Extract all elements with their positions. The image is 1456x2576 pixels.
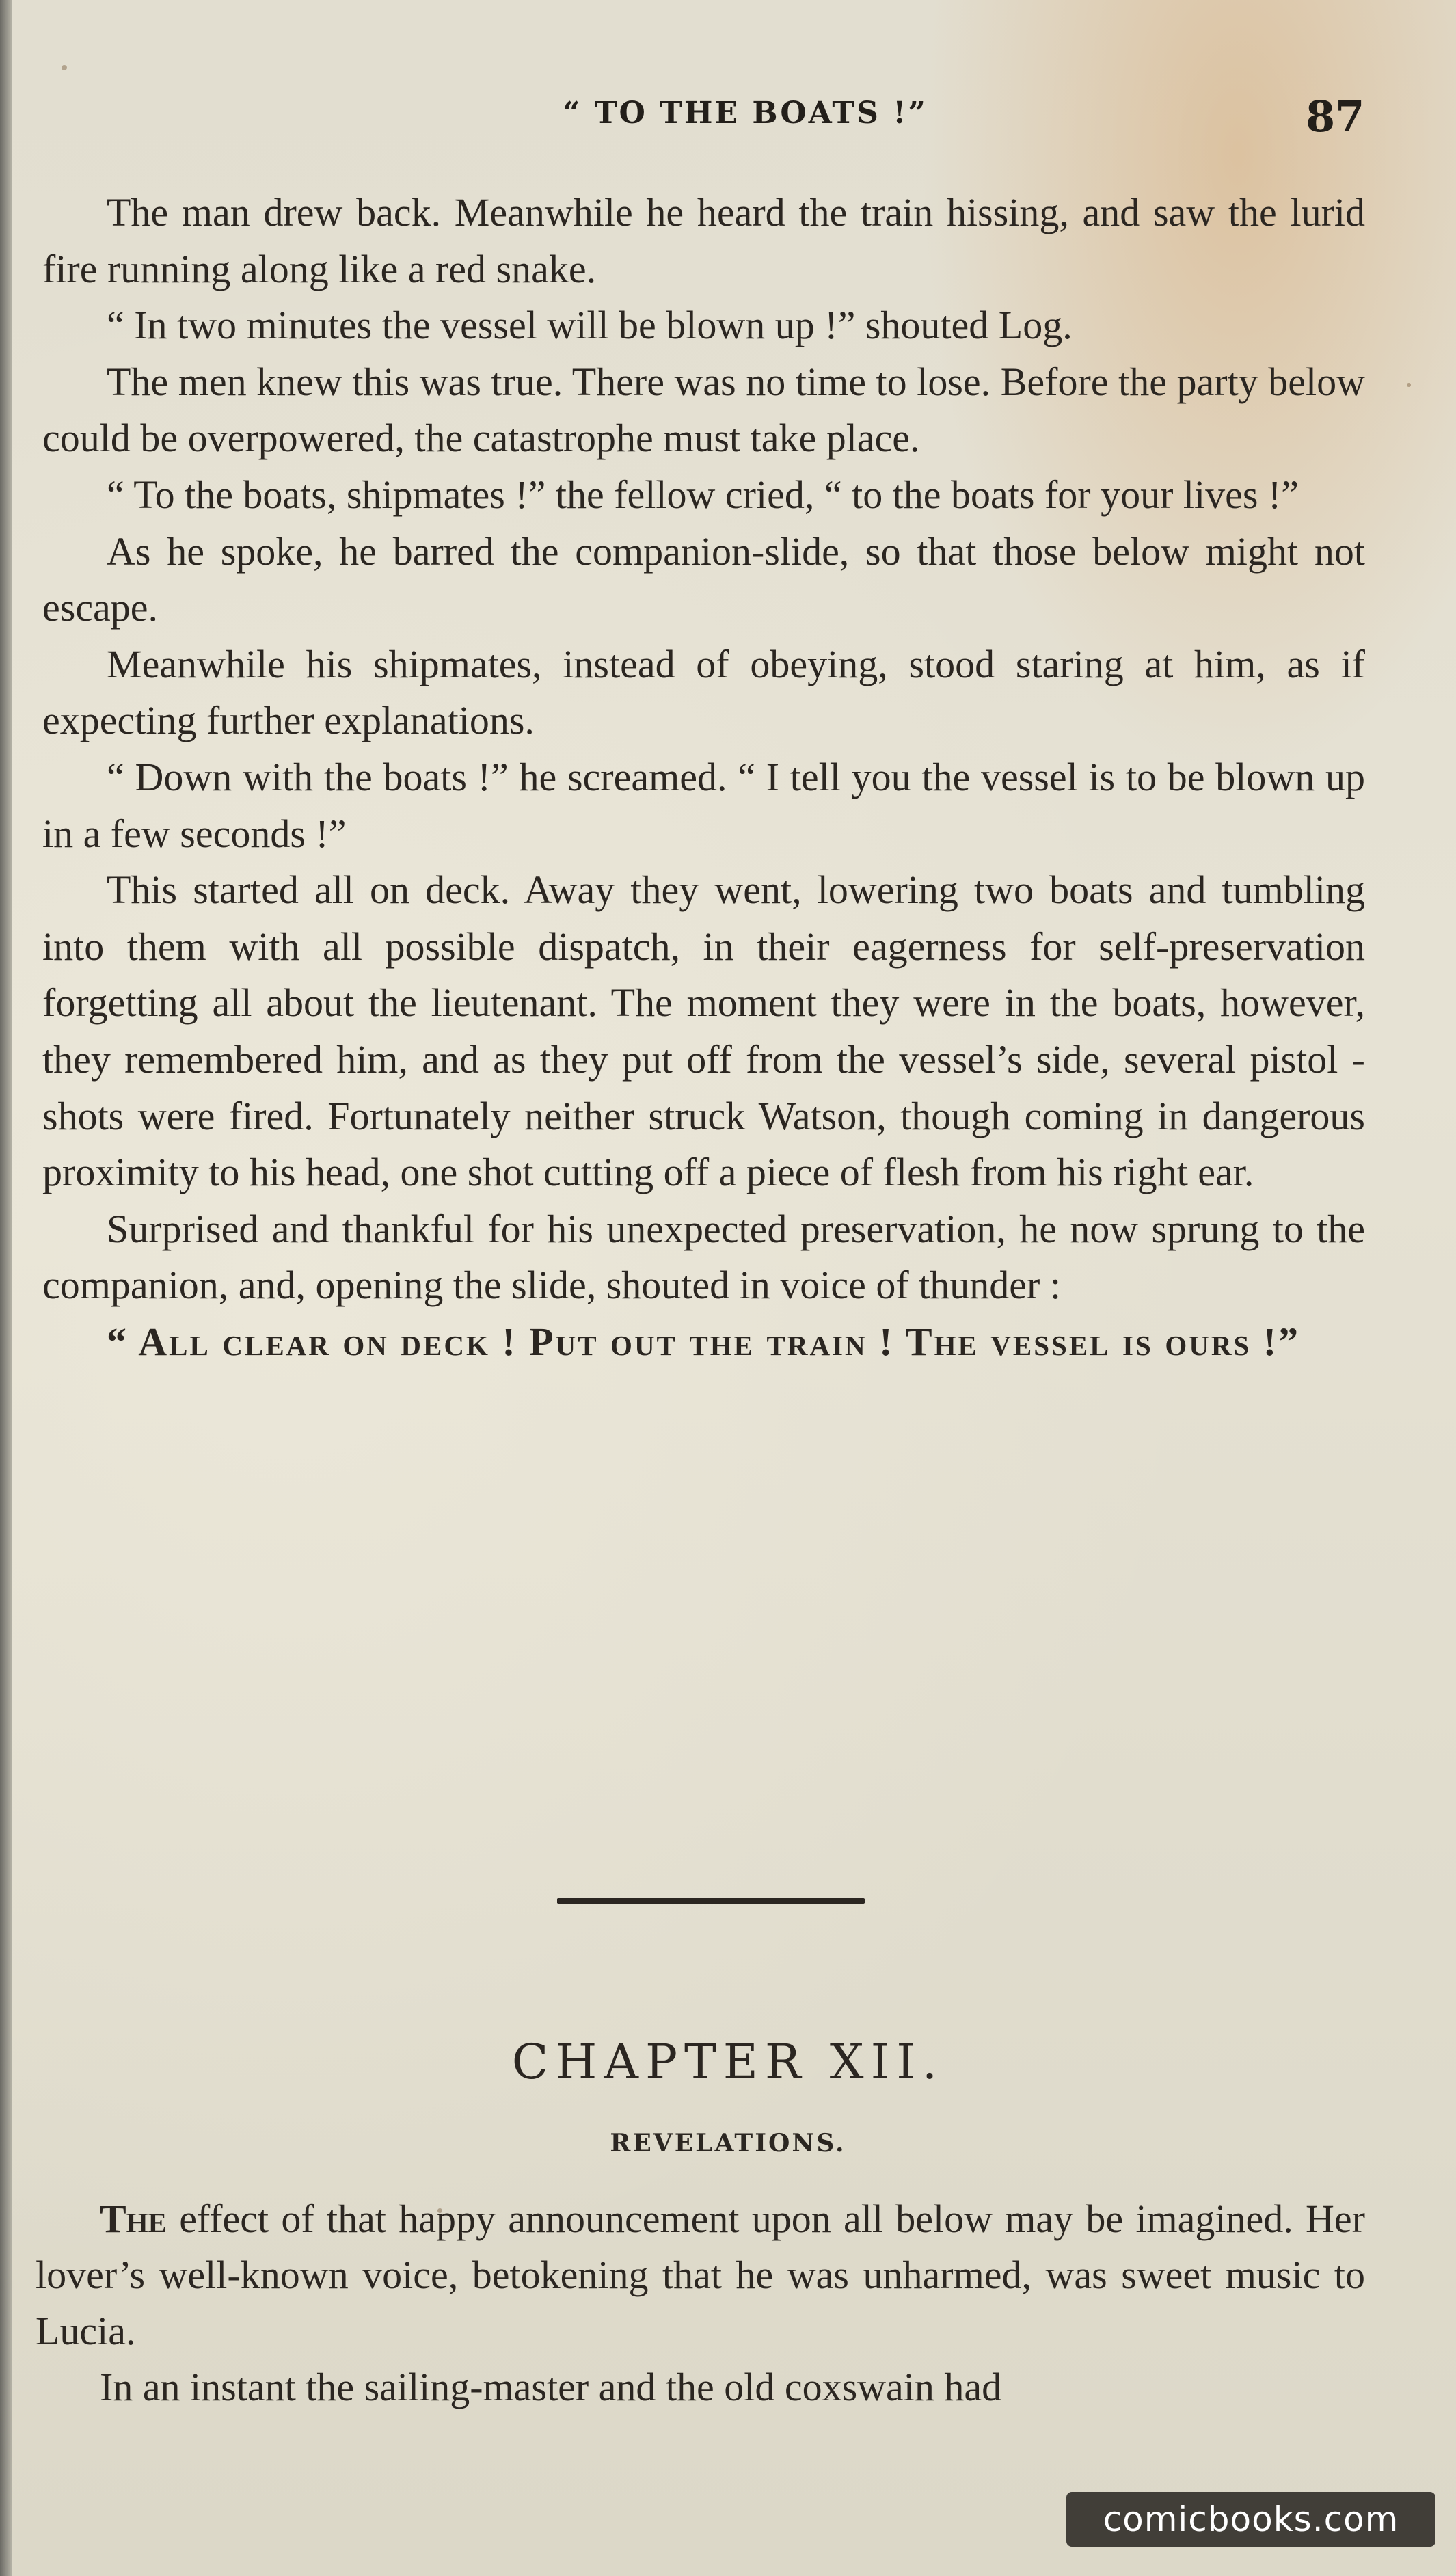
paragraph: The men knew this was true. There was no time to lose. Before the party below could be overpowered, the catastrophe must take place. xyxy=(42,359,1365,461)
running-head: “ TO THE BOATS !” xyxy=(563,96,928,131)
page-number: 87 xyxy=(1306,92,1365,142)
lead-word: The xyxy=(100,2197,167,2241)
paragraph: Surprised and thankful for his unexpected preservation, he now sprung to the companion, and, opening the slide, shouted in voice of thunder : xyxy=(42,1206,1365,1308)
paragraph: The man drew back. Meanwhile he heard the train hissing, and saw the lurid fire running along like a red snake. xyxy=(42,190,1365,291)
page-header xyxy=(0,92,1456,157)
page-binding-edge xyxy=(0,0,12,2576)
chapter-body-text xyxy=(36,2191,1365,2415)
paragraph: This started all on deck. Away they went, lowering two boats and tumbling into them with all possible dispatch, in their eagerness for self-preservation forgetting all about the lieutenant. The moment they were in the boats, however, they remembered him, and as they put off from the vessel’s side, several pistol - shots were fired. Fortunately neither struck Watson, though coming in dangerous proximity to his head, one shot cutting off a piece of flesh from his right ear. xyxy=(42,868,1365,1195)
chapter-title: CHAPTER XII. xyxy=(511,2034,945,2090)
body-text xyxy=(42,185,1365,1370)
paragraph: As he spoke, he barred the companion-slide, so that those below might not escape. xyxy=(42,528,1365,630)
section-divider xyxy=(557,1898,865,1904)
paper-speck xyxy=(1407,383,1411,387)
paragraph: In an instant the sailing-master and the old coxswain had xyxy=(100,2365,1002,2409)
chapter-subtitle: REVELATIONS. xyxy=(610,2129,846,2158)
shout-paragraph: “ All clear on deck ! Put out the train ! The vessel is ours !” xyxy=(107,1319,1301,1364)
paragraph: “ Down with the boats !” he screamed. “ I tell you the vessel is to be blown up in a few seconds !” xyxy=(42,754,1365,856)
watermark-logo: comicbooks.com xyxy=(1066,2492,1435,2547)
paper-speck xyxy=(62,65,67,70)
paragraph-text: effect of that happy announcement upon all below may be imagined. Her lover’s well-known voice, betokening that he was unharmed, was sweet music to Lucia. xyxy=(36,2197,1365,2353)
paragraph: “ To the boats, shipmates !” the fellow cried, “ to the boats for your lives !” xyxy=(107,472,1299,517)
paragraph: “ In two minutes the vessel will be blown up !” shouted Log. xyxy=(107,303,1073,348)
paragraph: Meanwhile his shipmates, instead of obeying, stood staring at him, as if expecting further explanations. xyxy=(42,641,1365,743)
paragraph xyxy=(36,2191,1365,2359)
